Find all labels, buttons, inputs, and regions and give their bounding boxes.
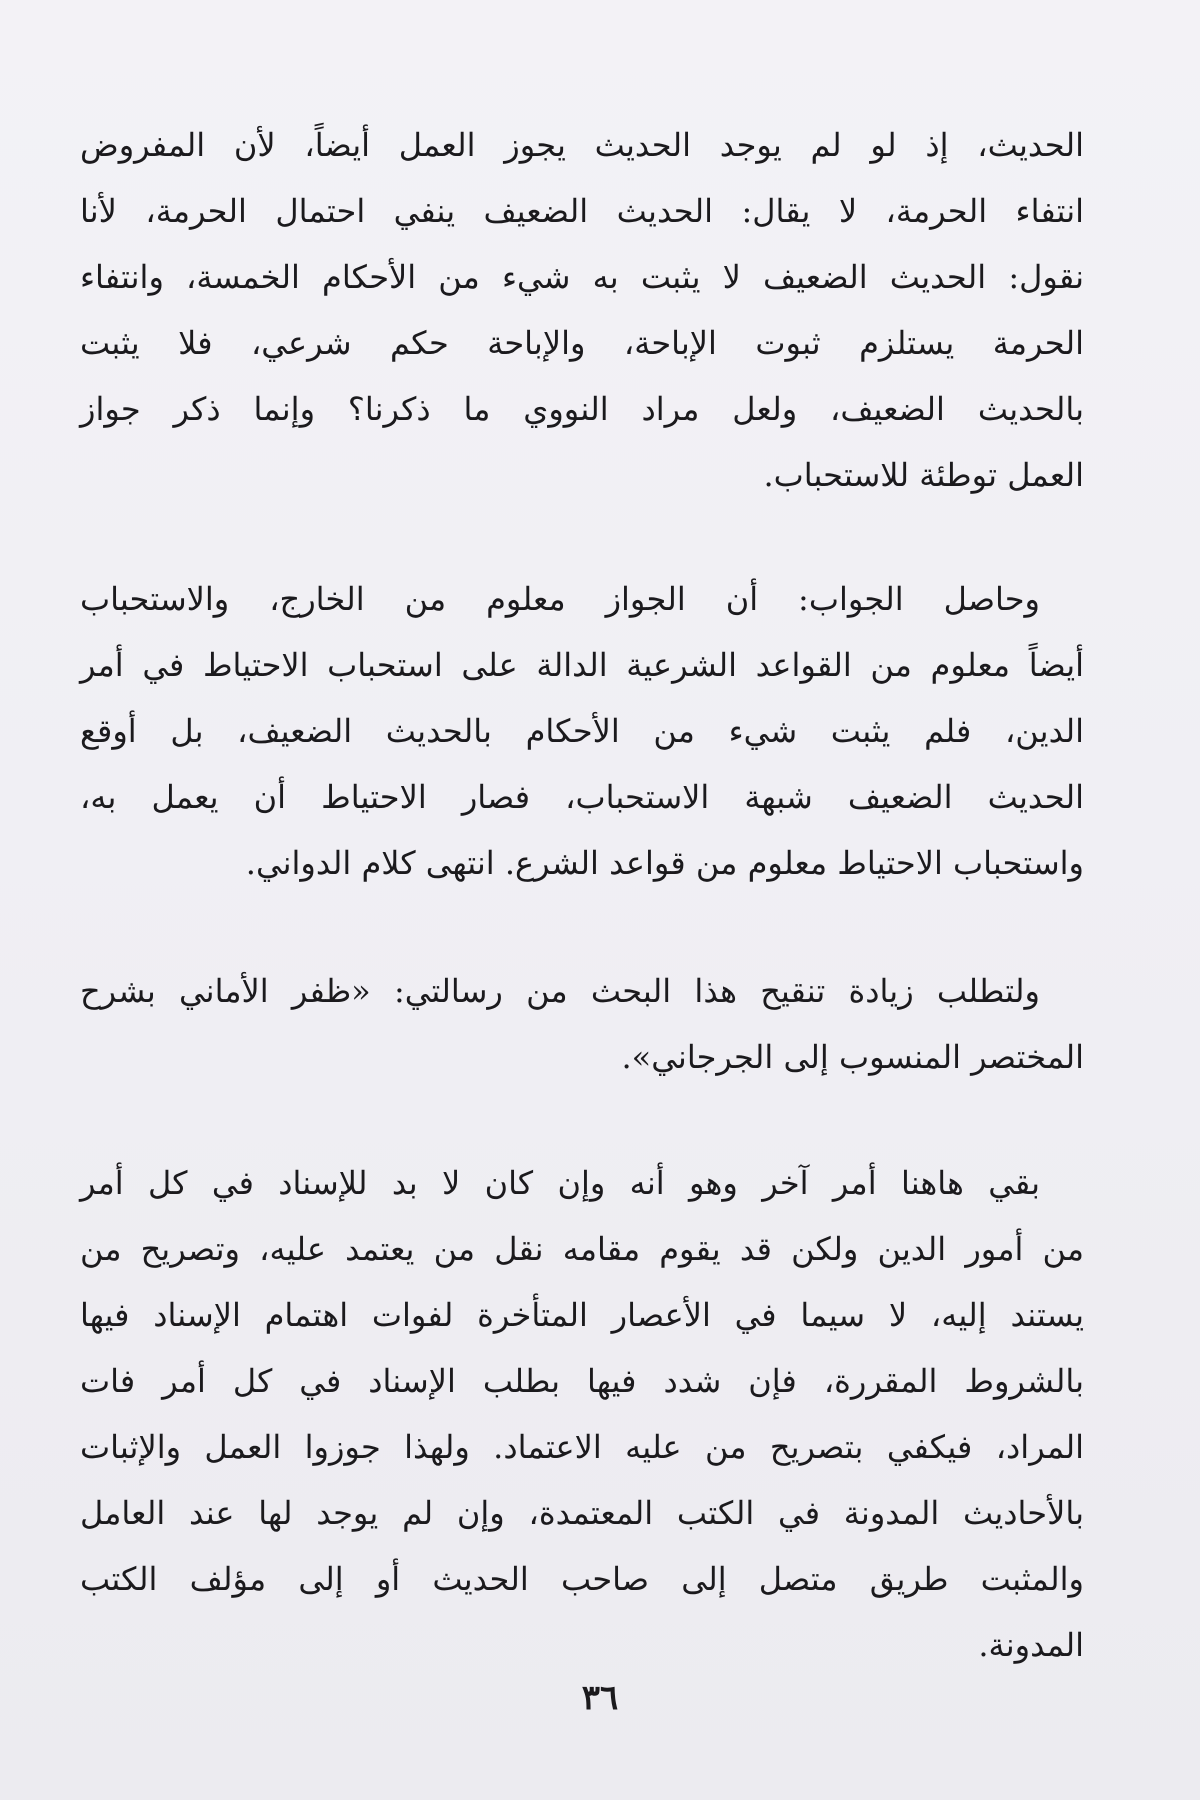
text-line: العمل توطئة للاستحباب.: [763, 456, 1084, 494]
text-line: بالأحاديث المدونة في الكتب المعتمدة، وإن لم يوجد لها عند العامل: [80, 1494, 1084, 1532]
text-line: بالشروط المقررة، فإن شدد فيها بطلب الإسناد في كل أمر فات: [80, 1362, 1084, 1400]
text-line: الحديث الضعيف شبهة الاستحباب، فصار الاحتياط أن يعمل به،: [80, 778, 1084, 816]
paragraph-3: [80, 958, 1084, 1090]
text-line: الحرمة يستلزم ثبوت الإباحة، والإباحة حكم شرعي، فلا يثبت: [80, 324, 1084, 362]
text-line: من أمور الدين ولكن قد يقوم مقامه نقل من يعتمد عليه، وتصريح من: [80, 1230, 1084, 1268]
text-line: بقي هاهنا أمر آخر وهو أنه وإن كان لا بد للإسناد في كل أمر: [80, 1164, 1041, 1202]
text-line: انتفاء الحرمة، لا يقال: الحديث الضعيف ينفي احتمال الحرمة، لأنا: [80, 192, 1084, 230]
text-line: المراد، فيكفي بتصريح من عليه الاعتماد. ولهذا جوزوا العمل والإثبات: [80, 1428, 1084, 1466]
text-line: يستند إليه، لا سيما في الأعصار المتأخرة لفوات اهتمام الإسناد فيها: [80, 1296, 1085, 1334]
text-line: وحاصل الجواب: أن الجواز معلوم من الخارج، والاستحباب: [80, 580, 1040, 618]
text-line: والمثبت طريق متصل إلى صاحب الحديث أو إلى مؤلف الكتب: [80, 1560, 1085, 1598]
text-line: الدين، فلم يثبت شيء من الأحكام بالحديث الضعيف، بل أوقع: [80, 712, 1084, 750]
text-line: بالحديث الضعيف، ولعل مراد النووي ما ذكرنا؟ وإنما ذكر جواز: [80, 390, 1085, 428]
text-line: أيضاً معلوم من القواعد الشرعية الدالة على استحباب الاحتياط في أمر: [80, 646, 1085, 684]
text-line: الحديث، إذ لو لم يوجد الحديث يجوز العمل أيضاً، لأن المفروض: [80, 126, 1084, 164]
text-line: واستحباب الاحتياط معلوم من قواعد الشرع. انتهى كلام الدواني.: [245, 844, 1084, 882]
text-line: ولتطلب زيادة تنقيح هذا البحث من رسالتي: «ظفر الأماني بشرح: [80, 972, 1040, 1010]
paragraph-4: [80, 1150, 1084, 1678]
text-line: المختصر المنسوب إلى الجرجاني».: [621, 1038, 1084, 1076]
text-line: المدونة.: [978, 1626, 1084, 1664]
page-number: ٣٦: [581, 1678, 619, 1718]
text-line: نقول: الحديث الضعيف لا يثبت به شيء من الأحكام الخمسة، وانتفاء: [80, 258, 1085, 296]
paragraph-2: [80, 566, 1084, 896]
paragraph-1: [80, 112, 1084, 508]
